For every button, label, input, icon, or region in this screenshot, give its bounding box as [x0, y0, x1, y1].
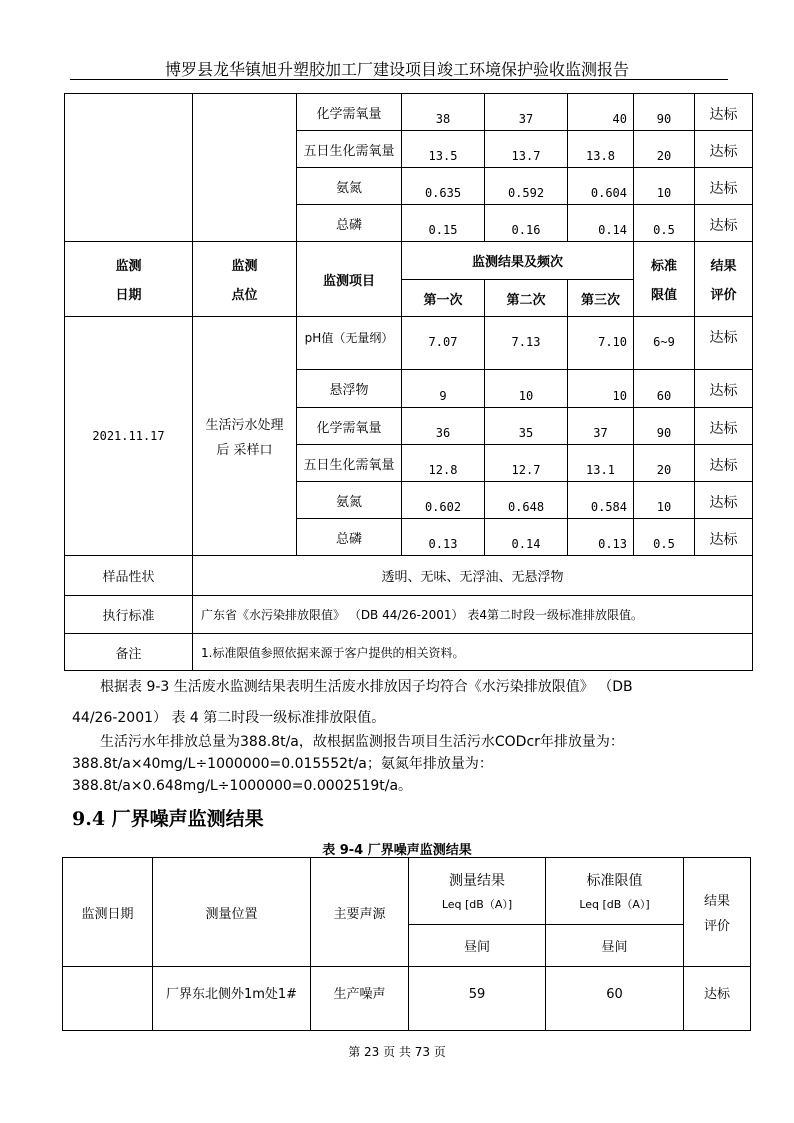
limit-cell: 60 [634, 370, 695, 408]
header-results-group: 监测结果及频次 [402, 242, 634, 280]
item-cell: 五日生化需氧量 [297, 131, 402, 168]
value-cell: 0.14 [568, 205, 634, 242]
value-cell: 40 [568, 94, 634, 131]
value-cell: 7.07 [402, 317, 485, 370]
value-cell: 0.16 [485, 205, 568, 242]
header-source: 主要声源 [311, 858, 409, 967]
measured-cell: 59 [409, 967, 546, 1031]
header-item: 监测项目 [297, 242, 402, 317]
value-cell: 10 [568, 370, 634, 408]
limit-cell: 90 [634, 408, 695, 445]
header-eval-line2: 评价 [703, 919, 730, 934]
value-cell: 0.15 [402, 205, 485, 242]
item-cell: 氨氮 [297, 482, 402, 519]
section-title: 9.4 厂界噪声监测结果 [72, 808, 264, 830]
blank-date-cell [65, 94, 193, 242]
point-line1: 生活污水处理 [205, 418, 284, 433]
point-cell [193, 317, 297, 556]
value-cell: 0.635 [402, 168, 485, 205]
header-measured-unit: Leq [dB（A）] [441, 898, 513, 911]
header-point [193, 242, 297, 317]
value-cell: 35 [485, 408, 568, 445]
result-cell: 达标 [695, 205, 753, 242]
limit-cell: 0.5 [634, 519, 695, 556]
value-cell: 0.604 [568, 168, 634, 205]
value-cell: 0.13 [568, 519, 634, 556]
header-limit-line1: 标准 [650, 259, 677, 274]
result-cell: 达标 [695, 317, 753, 370]
header-eval-line1: 结果 [703, 894, 730, 909]
value-cell: 13.7 [485, 131, 568, 168]
item-cell: pH值（无量纲） [297, 317, 402, 370]
header-eval-line2: 评价 [710, 288, 737, 303]
remark-label: 备注 [65, 634, 193, 671]
limit-cell: 10 [634, 482, 695, 519]
remark-value: 1.标准限值参照依据来源于客户提供的相关资料。 [193, 634, 753, 671]
value-cell: 12.8 [402, 445, 485, 482]
wastewater-table [64, 93, 753, 671]
point-line2: 后 采样口 [216, 443, 273, 458]
paragraph-emission-line1: 生活污水年排放总量为388.8t/a，故根据监测报告项目生活污水CODcr年排放量为： [100, 734, 624, 750]
standard-value: 广东省《水污染排放限值》 （DB 44/26-2001） 表4第二时段一级标准排放限值。 [193, 596, 753, 634]
header-limit-line2: 限值 [650, 288, 677, 303]
value-cell: 38 [402, 94, 485, 131]
header-limit-title: 标准限值 [586, 873, 643, 889]
result-cell: 达标 [695, 445, 753, 482]
value-cell: 7.10 [568, 317, 634, 370]
item-cell: 化学需氧量 [297, 408, 402, 445]
value-cell: 36 [402, 408, 485, 445]
limit-cell: 20 [634, 131, 695, 168]
header-divider [70, 79, 728, 80]
header-limit-unit: Leq [dB（A）] [579, 898, 650, 911]
value-cell: 13.1 [568, 445, 634, 482]
header-position: 测量位置 [153, 858, 311, 967]
header-eval [684, 858, 751, 967]
value-cell: 0.592 [485, 168, 568, 205]
limit-cell: 0.5 [634, 205, 695, 242]
value-cell: 0.14 [485, 519, 568, 556]
noise-table [62, 857, 751, 1031]
value-cell: 37 [485, 94, 568, 131]
header-limit [546, 858, 684, 925]
paragraph-conclusion-line2: 44/26-2001） 表 4 第二时段一级标准排放限值。 [72, 710, 386, 726]
blank-point-cell [193, 94, 297, 242]
result-cell: 达标 [695, 94, 753, 131]
paragraph-emission-line3: 388.8t/a×0.648mg/L÷1000000=0.0002519t/a。 [72, 778, 413, 794]
page-footer: 第 23 页 共 73 页 [348, 1045, 446, 1059]
result-cell: 达标 [695, 482, 753, 519]
paragraph-emission-line2: 388.8t/a×40mg/L÷1000000=0.015552t/a；氨氮年排放量为： [72, 756, 493, 772]
sample-label: 样品性状 [65, 556, 193, 596]
item-cell: 悬浮物 [297, 370, 402, 408]
value-cell: 0.602 [402, 482, 485, 519]
standard-label: 执行标准 [65, 596, 193, 634]
header-limit [634, 242, 695, 317]
header-day-measured: 昼间 [409, 925, 546, 967]
value-cell: 13.5 [402, 131, 485, 168]
header-date [65, 242, 193, 317]
header-point-line2: 点位 [231, 288, 258, 303]
sample-value: 透明、无味、无浮油、无悬浮物 [193, 556, 753, 596]
result-cell: 达标 [695, 131, 753, 168]
header-point-line1: 监测 [231, 259, 258, 274]
value-cell: 0.584 [568, 482, 634, 519]
date-cell [63, 967, 153, 1031]
header-date-line2: 日期 [115, 288, 142, 303]
item-cell: 化学需氧量 [297, 94, 402, 131]
header-first: 第一次 [402, 280, 485, 317]
value-cell: 10 [485, 370, 568, 408]
result-cell: 达标 [684, 967, 751, 1031]
item-cell: 总磷 [297, 205, 402, 242]
result-cell: 达标 [695, 370, 753, 408]
result-cell: 达标 [695, 408, 753, 445]
header-eval-line1: 结果 [710, 259, 737, 274]
result-cell: 达标 [695, 519, 753, 556]
table-caption: 表 9-4 厂界噪声监测结果 [322, 843, 472, 858]
value-cell: 37 [568, 408, 634, 445]
header-measured-title: 测量结果 [449, 873, 505, 889]
item-cell: 氨氮 [297, 168, 402, 205]
value-cell: 0.648 [485, 482, 568, 519]
header-day-limit: 昼间 [546, 925, 684, 967]
value-cell: 7.13 [485, 317, 568, 370]
limit-cell: 6~9 [634, 317, 695, 370]
page-header-title: 博罗县龙华镇旭升塑胶加工厂建设项目竣工环境保护验收监测报告 [164, 60, 629, 79]
limit-cell: 60 [546, 967, 684, 1031]
item-cell: 总磷 [297, 519, 402, 556]
value-cell: 13.8 [568, 131, 634, 168]
date-cell: 2021.11.17 [65, 317, 193, 556]
header-monitor-date: 监测日期 [63, 858, 153, 967]
header-eval [695, 242, 753, 317]
limit-cell: 90 [634, 94, 695, 131]
value-cell: 9 [402, 370, 485, 408]
header-date-line1: 监测 [115, 259, 142, 274]
paragraph-conclusion-line1: 根据表 9-3 生活废水监测结果表明生活废水排放因子均符合《水污染排放限值》 （DB [100, 679, 633, 695]
limit-cell: 20 [634, 445, 695, 482]
result-cell: 达标 [695, 168, 753, 205]
header-third: 第三次 [568, 280, 634, 317]
limit-cell: 10 [634, 168, 695, 205]
source-cell: 生产噪声 [311, 967, 409, 1031]
header-second: 第二次 [485, 280, 568, 317]
header-measured [409, 858, 546, 925]
item-cell: 五日生化需氧量 [297, 445, 402, 482]
value-cell: 0.13 [402, 519, 485, 556]
position-cell: 厂界东北侧外1m处1# [153, 967, 311, 1031]
value-cell: 12.7 [485, 445, 568, 482]
